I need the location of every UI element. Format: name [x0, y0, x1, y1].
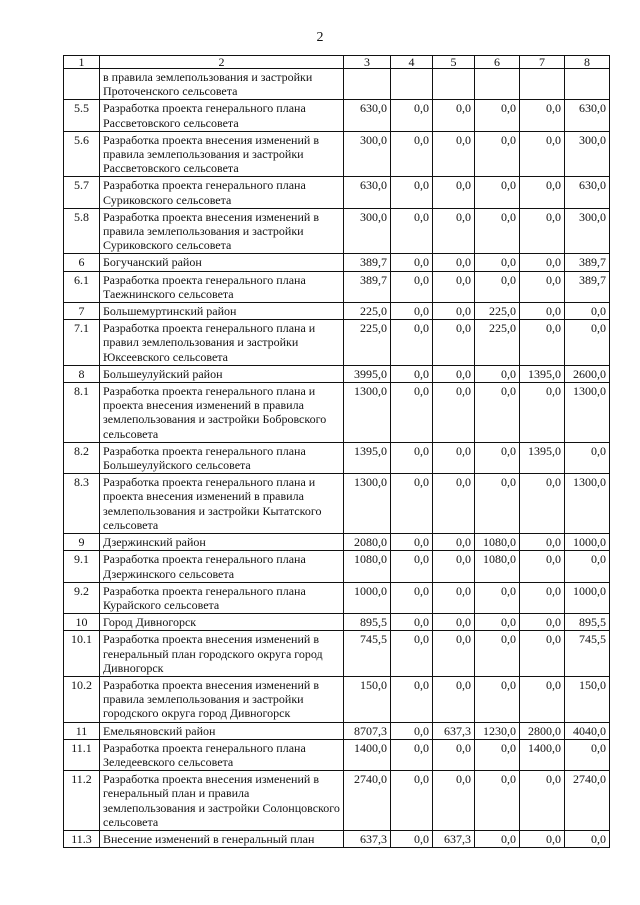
table-row: [64, 739, 610, 770]
row-value-col-8: 0,0: [565, 551, 610, 582]
row-description: в правила землепользования и застройки Проточенского сельсовета: [100, 69, 344, 100]
row-value-col-7: 0,0: [520, 131, 565, 177]
row-value-col-5: 0,0: [433, 676, 475, 722]
row-value-col-3: 225,0: [344, 303, 391, 320]
row-number: 6.1: [64, 271, 100, 302]
table-row: [64, 771, 610, 831]
row-description: Большемуртинский район: [100, 303, 344, 320]
row-value-col-6: 0,0: [475, 582, 520, 613]
table-row: [64, 177, 610, 208]
row-value-col-8: 389,7: [565, 254, 610, 271]
row-value-col-6: 1080,0: [475, 534, 520, 551]
row-number: 7.1: [64, 320, 100, 366]
row-value-col-5: 0,0: [433, 254, 475, 271]
row-value-col-6: 0,0: [475, 100, 520, 131]
row-value-col-5: 637,3: [433, 722, 475, 739]
row-value-col-4: 0,0: [391, 254, 433, 271]
row-value-col-4: 0,0: [391, 320, 433, 366]
row-value-col-8: 895,5: [565, 614, 610, 631]
header-cell: 1: [64, 56, 100, 69]
row-value-col-8: 630,0: [565, 177, 610, 208]
row-description: Разработка проекта генерального плана Суриковского сельсовета: [100, 177, 344, 208]
row-value-col-6: 0,0: [475, 208, 520, 254]
row-value-col-4: 0,0: [391, 474, 433, 534]
row-description: Разработка проекта внесения изменений в генеральный план и правила землепользования и застройки Солонцовского сельсовета: [100, 771, 344, 831]
header-cell: 8: [565, 56, 610, 69]
row-value-col-4: 0,0: [391, 614, 433, 631]
row-number: 7: [64, 303, 100, 320]
row-number: 5.7: [64, 177, 100, 208]
row-number: 9: [64, 534, 100, 551]
row-value-col-3: 1395,0: [344, 442, 391, 473]
table-row: [64, 722, 610, 739]
row-value-col-7: 0,0: [520, 303, 565, 320]
row-value-col-8: 300,0: [565, 131, 610, 177]
row-number: 8.3: [64, 474, 100, 534]
row-value-col-3: 630,0: [344, 177, 391, 208]
row-value-col-3: 225,0: [344, 320, 391, 366]
row-description: Разработка проекта генерального плана Большеулуйского сельсовета: [100, 442, 344, 473]
table-row: [64, 383, 610, 443]
row-value-col-3: 1300,0: [344, 474, 391, 534]
row-description: Разработка проекта внесения изменений в правила землепользования и застройки Суриковского сельсовета: [100, 208, 344, 254]
row-value-col-7: 2800,0: [520, 722, 565, 739]
row-number: 6: [64, 254, 100, 271]
row-number: 10.1: [64, 631, 100, 677]
row-description: Разработка проекта генерального плана и правил землепользования и застройки Юксеевского сельсовета: [100, 320, 344, 366]
row-value-col-4: 0,0: [391, 676, 433, 722]
row-description: Разработка проекта генерального плана Рассветовского сельсовета: [100, 100, 344, 131]
row-number: 11.2: [64, 771, 100, 831]
row-value-col-5: 0,0: [433, 303, 475, 320]
row-value-col-6: 1080,0: [475, 551, 520, 582]
table-row: [64, 69, 610, 100]
row-value-col-3: 8707,3: [344, 722, 391, 739]
header-cell: 5: [433, 56, 475, 69]
row-value-col-4: 0,0: [391, 383, 433, 443]
row-description: Дзержинский район: [100, 534, 344, 551]
row-value-col-8: 2600,0: [565, 365, 610, 382]
row-value-col-3: 630,0: [344, 100, 391, 131]
row-value-col-3: 389,7: [344, 271, 391, 302]
header-cell: 7: [520, 56, 565, 69]
row-value-col-5: [433, 69, 475, 100]
row-value-col-6: 0,0: [475, 365, 520, 382]
row-value-col-4: 0,0: [391, 830, 433, 847]
row-description: Емельяновский район: [100, 722, 344, 739]
row-value-col-4: 0,0: [391, 739, 433, 770]
row-value-col-3: 1080,0: [344, 551, 391, 582]
row-value-col-7: 0,0: [520, 100, 565, 131]
row-value-col-7: [520, 69, 565, 100]
row-value-col-7: 0,0: [520, 830, 565, 847]
row-value-col-7: 0,0: [520, 208, 565, 254]
row-value-col-4: 0,0: [391, 177, 433, 208]
row-value-col-5: 0,0: [433, 551, 475, 582]
row-value-col-4: 0,0: [391, 100, 433, 131]
row-value-col-6: 0,0: [475, 771, 520, 831]
table-row: [64, 365, 610, 382]
row-value-col-8: 0,0: [565, 303, 610, 320]
row-number: 8: [64, 365, 100, 382]
row-description: Разработка проекта генерального плана Зеледеевского сельсовета: [100, 739, 344, 770]
row-description: Разработка проекта генерального плана Курайского сельсовета: [100, 582, 344, 613]
row-value-col-6: 1230,0: [475, 722, 520, 739]
table-row: [64, 534, 610, 551]
row-description: Город Дивногорск: [100, 614, 344, 631]
row-description: Богучанский район: [100, 254, 344, 271]
row-description: Разработка проекта генерального плана и проекта внесения изменений в правила землепользования и застройки Кытатского сельсовета: [100, 474, 344, 534]
row-value-col-3: 2740,0: [344, 771, 391, 831]
row-value-col-3: 1400,0: [344, 739, 391, 770]
row-value-col-8: 1000,0: [565, 534, 610, 551]
table-row: [64, 442, 610, 473]
row-value-col-3: 300,0: [344, 208, 391, 254]
row-value-col-8: 1000,0: [565, 582, 610, 613]
row-value-col-5: 0,0: [433, 271, 475, 302]
row-value-col-7: 0,0: [520, 383, 565, 443]
row-value-col-6: [475, 69, 520, 100]
row-number: 11.1: [64, 739, 100, 770]
table-row: [64, 254, 610, 271]
header-cell: 6: [475, 56, 520, 69]
row-value-col-8: 0,0: [565, 739, 610, 770]
row-value-col-8: 745,5: [565, 631, 610, 677]
row-value-col-5: 0,0: [433, 442, 475, 473]
row-value-col-7: 0,0: [520, 676, 565, 722]
row-description: Разработка проекта генерального плана Дзержинского сельсовета: [100, 551, 344, 582]
row-description: Разработка проекта внесения изменений в правила землепользования и застройки городского округа город Дивногорск: [100, 676, 344, 722]
table-row: [64, 631, 610, 677]
row-value-col-6: 0,0: [475, 177, 520, 208]
row-value-col-7: 0,0: [520, 254, 565, 271]
header-cell: 2: [100, 56, 344, 69]
row-value-col-6: 0,0: [475, 442, 520, 473]
row-description: Разработка проекта генерального плана Таежнинского сельсовета: [100, 271, 344, 302]
row-value-col-5: 637,3: [433, 830, 475, 847]
row-number: 5.8: [64, 208, 100, 254]
row-value-col-8: [565, 69, 610, 100]
row-value-col-4: 0,0: [391, 534, 433, 551]
row-value-col-6: 0,0: [475, 739, 520, 770]
row-number: 10: [64, 614, 100, 631]
row-value-col-4: 0,0: [391, 551, 433, 582]
header-cell: 3: [344, 56, 391, 69]
row-value-col-8: 150,0: [565, 676, 610, 722]
row-number: 9.2: [64, 582, 100, 613]
row-value-col-8: 0,0: [565, 442, 610, 473]
row-value-col-3: 389,7: [344, 254, 391, 271]
table-row: [64, 303, 610, 320]
row-value-col-5: 0,0: [433, 739, 475, 770]
table-row: [64, 676, 610, 722]
row-value-col-8: 4040,0: [565, 722, 610, 739]
table-row: [64, 830, 610, 847]
row-number: 5.5: [64, 100, 100, 131]
row-value-col-6: 225,0: [475, 303, 520, 320]
row-value-col-7: 0,0: [520, 177, 565, 208]
row-value-col-4: 0,0: [391, 365, 433, 382]
row-value-col-8: 0,0: [565, 830, 610, 847]
table-row: [64, 474, 610, 534]
row-value-col-4: 0,0: [391, 303, 433, 320]
row-value-col-6: 0,0: [475, 271, 520, 302]
row-value-col-3: 150,0: [344, 676, 391, 722]
row-value-col-6: 0,0: [475, 631, 520, 677]
row-value-col-5: 0,0: [433, 320, 475, 366]
header-cell: 4: [391, 56, 433, 69]
budget-table: [63, 55, 610, 848]
row-value-col-8: 2740,0: [565, 771, 610, 831]
row-number: 11.3: [64, 830, 100, 847]
row-value-col-7: 0,0: [520, 771, 565, 831]
row-value-col-5: 0,0: [433, 631, 475, 677]
row-value-col-8: 300,0: [565, 208, 610, 254]
row-value-col-4: 0,0: [391, 582, 433, 613]
row-number: 10.2: [64, 676, 100, 722]
row-value-col-3: 1300,0: [344, 383, 391, 443]
row-value-col-3: 1000,0: [344, 582, 391, 613]
row-number: 5.6: [64, 131, 100, 177]
row-value-col-3: 745,5: [344, 631, 391, 677]
row-value-col-5: 0,0: [433, 474, 475, 534]
row-value-col-7: 0,0: [520, 474, 565, 534]
table-row: [64, 614, 610, 631]
row-value-col-5: 0,0: [433, 208, 475, 254]
row-value-col-5: 0,0: [433, 131, 475, 177]
row-value-col-7: 0,0: [520, 614, 565, 631]
row-value-col-8: 1300,0: [565, 383, 610, 443]
row-number: 8.2: [64, 442, 100, 473]
row-value-col-8: 0,0: [565, 320, 610, 366]
row-number: [64, 69, 100, 100]
row-value-col-7: 0,0: [520, 534, 565, 551]
table-row: [64, 100, 610, 131]
row-description: Большеулуйский район: [100, 365, 344, 382]
row-value-col-6: 0,0: [475, 830, 520, 847]
row-number: 9.1: [64, 551, 100, 582]
row-value-col-5: 0,0: [433, 365, 475, 382]
table-row: [64, 271, 610, 302]
row-value-col-3: 895,5: [344, 614, 391, 631]
row-value-col-6: 0,0: [475, 614, 520, 631]
row-value-col-6: 0,0: [475, 131, 520, 177]
row-value-col-4: 0,0: [391, 722, 433, 739]
row-value-col-6: 0,0: [475, 676, 520, 722]
row-value-col-3: 300,0: [344, 131, 391, 177]
row-value-col-5: 0,0: [433, 534, 475, 551]
row-value-col-3: 2080,0: [344, 534, 391, 551]
row-description: Разработка проекта внесения изменений в генеральный план городского округа город Дивногорск: [100, 631, 344, 677]
row-value-col-5: 0,0: [433, 771, 475, 831]
row-value-col-5: 0,0: [433, 100, 475, 131]
row-value-col-5: 0,0: [433, 582, 475, 613]
row-value-col-5: 0,0: [433, 614, 475, 631]
page-number: 2: [316, 30, 324, 45]
row-value-col-4: 0,0: [391, 131, 433, 177]
row-value-col-4: 0,0: [391, 271, 433, 302]
row-value-col-4: 0,0: [391, 631, 433, 677]
row-value-col-6: 225,0: [475, 320, 520, 366]
row-value-col-4: [391, 69, 433, 100]
row-number: 8.1: [64, 383, 100, 443]
row-value-col-4: 0,0: [391, 442, 433, 473]
row-value-col-3: 637,3: [344, 830, 391, 847]
row-number: 11: [64, 722, 100, 739]
row-value-col-7: 0,0: [520, 582, 565, 613]
row-value-col-5: 0,0: [433, 383, 475, 443]
row-value-col-6: 0,0: [475, 383, 520, 443]
row-value-col-7: 0,0: [520, 631, 565, 677]
row-description: Разработка проекта внесения изменений в правила землепользования и застройки Рассветовского сельсовета: [100, 131, 344, 177]
table-row: [64, 551, 610, 582]
row-value-col-3: [344, 69, 391, 100]
row-value-col-3: 3995,0: [344, 365, 391, 382]
row-value-col-7: 0,0: [520, 551, 565, 582]
table-row: [64, 320, 610, 366]
row-value-col-7: 1395,0: [520, 442, 565, 473]
row-description: Внесение изменений в генеральный план: [100, 830, 344, 847]
table-row: [64, 131, 610, 177]
row-value-col-7: 0,0: [520, 271, 565, 302]
row-value-col-7: 1395,0: [520, 365, 565, 382]
row-value-col-4: 0,0: [391, 771, 433, 831]
row-value-col-7: 0,0: [520, 320, 565, 366]
header-row: [64, 56, 610, 69]
row-value-col-6: 0,0: [475, 474, 520, 534]
row-value-col-8: 1300,0: [565, 474, 610, 534]
row-value-col-5: 0,0: [433, 177, 475, 208]
row-value-col-7: 1400,0: [520, 739, 565, 770]
table-row: [64, 582, 610, 613]
row-value-col-8: 630,0: [565, 100, 610, 131]
row-value-col-8: 389,7: [565, 271, 610, 302]
table-row: [64, 208, 610, 254]
row-description: Разработка проекта генерального плана и проекта внесения изменений в правила землепользования и застройки Бобровского сельсовета: [100, 383, 344, 443]
row-value-col-6: 0,0: [475, 254, 520, 271]
row-value-col-4: 0,0: [391, 208, 433, 254]
